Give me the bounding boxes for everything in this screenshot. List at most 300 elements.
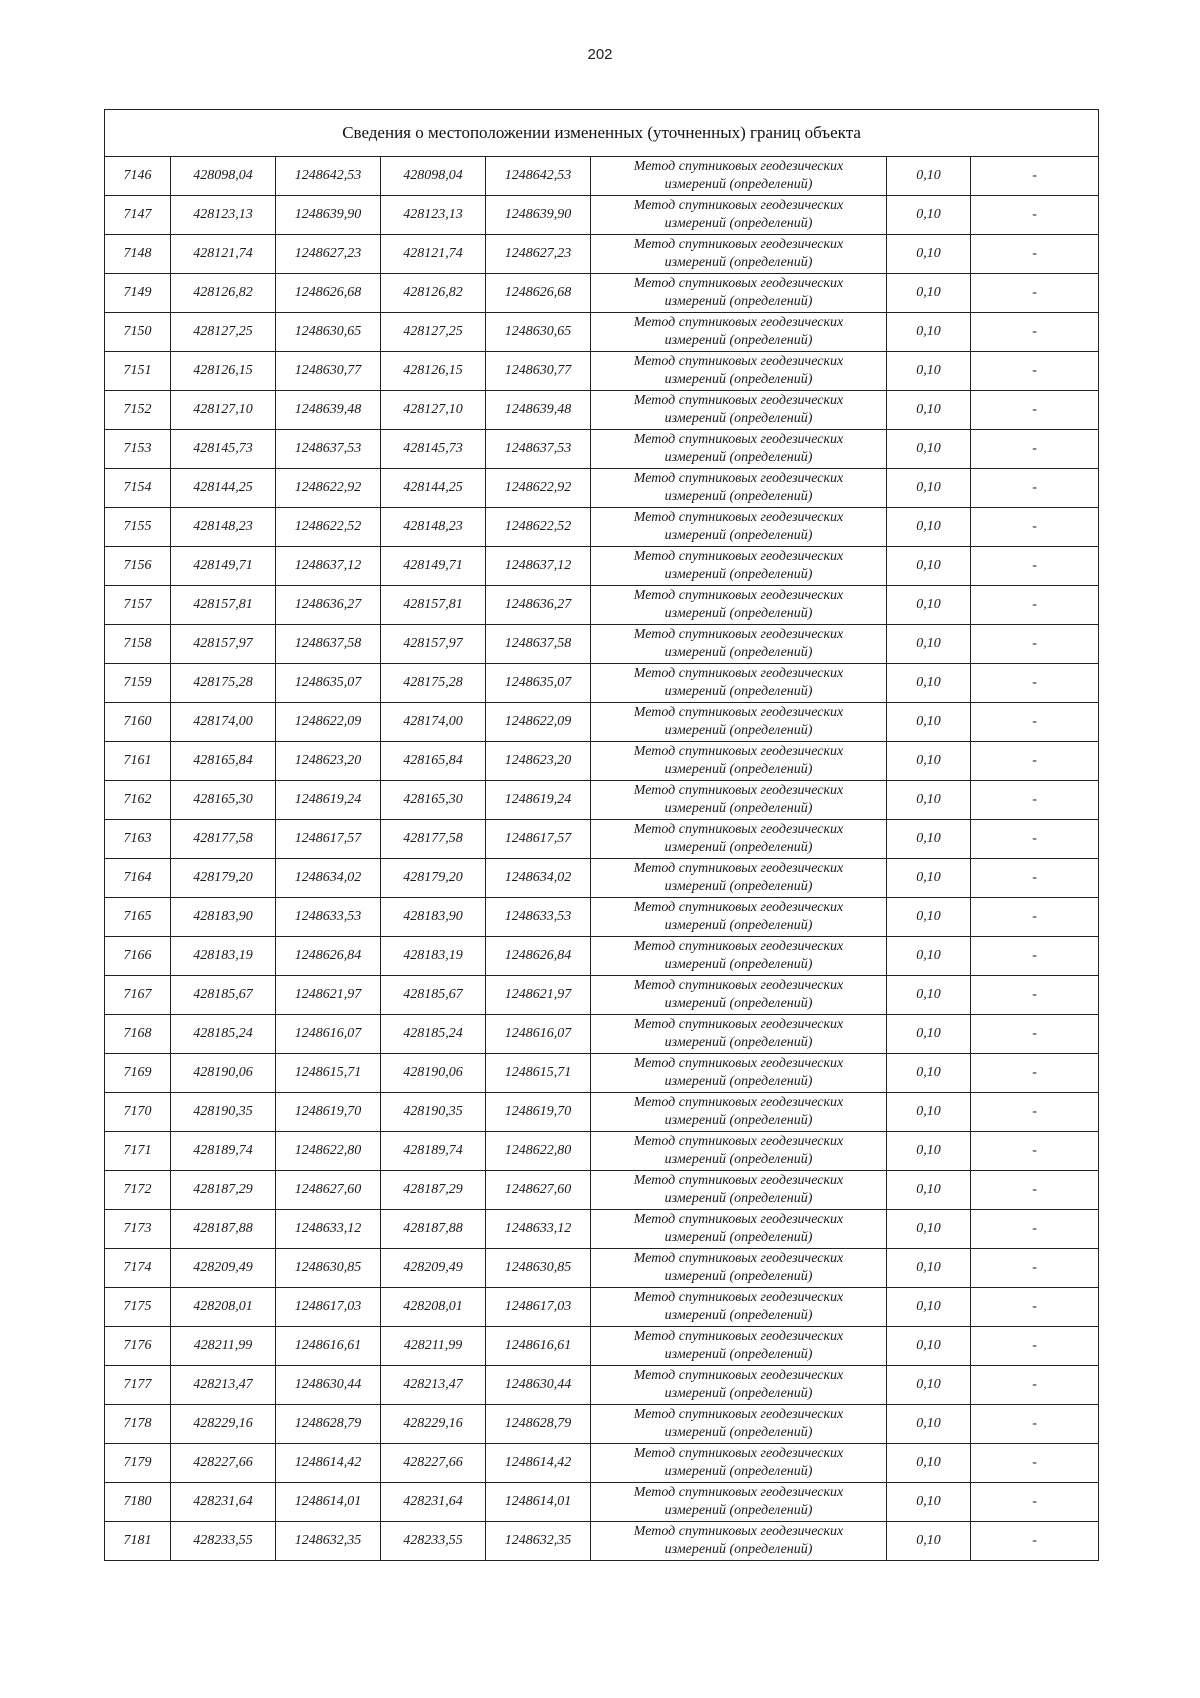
existing-x-cell: 428165,30 [171, 781, 276, 820]
method-cell [591, 781, 887, 820]
table-row [105, 1015, 1099, 1054]
point-number-cell: 7179 [105, 1444, 171, 1483]
accuracy-cell: 0,10 [887, 1483, 971, 1522]
method-line-2: измерений (определений) [664, 1386, 813, 1401]
point-number-cell: 7167 [105, 976, 171, 1015]
existing-y-cell: 1248626,84 [276, 937, 381, 976]
refined-y-cell: 1248617,03 [486, 1288, 591, 1327]
refined-y-cell: 1248633,12 [486, 1210, 591, 1249]
existing-y-cell: 1248635,07 [276, 664, 381, 703]
refined-y-cell: 1248621,97 [486, 976, 591, 1015]
accuracy-cell: 0,10 [887, 625, 971, 664]
refined-x-cell: 428127,25 [381, 313, 486, 352]
accuracy-cell: 0,10 [887, 391, 971, 430]
existing-y-cell: 1248637,58 [276, 625, 381, 664]
table-row [105, 1366, 1099, 1405]
refined-x-cell: 428190,06 [381, 1054, 486, 1093]
point-number-cell: 7166 [105, 937, 171, 976]
method-line-1: Метод спутниковых геодезических [633, 432, 844, 447]
refined-x-cell: 428231,64 [381, 1483, 486, 1522]
existing-x-cell: 428127,10 [171, 391, 276, 430]
note-cell: - [971, 1132, 1099, 1171]
existing-y-cell: 1248616,07 [276, 1015, 381, 1054]
method-line-1: Метод спутниковых геодезических [633, 354, 844, 369]
table-row [105, 1093, 1099, 1132]
method-line-1: Метод спутниковых геодезических [633, 198, 844, 213]
point-number-cell: 7180 [105, 1483, 171, 1522]
existing-x-cell: 428185,67 [171, 976, 276, 1015]
method-cell [591, 586, 887, 625]
table-row [105, 937, 1099, 976]
table-title: Сведения о местоположении измененных (уточненных) границ объекта [105, 110, 1099, 157]
point-number-cell: 7174 [105, 1249, 171, 1288]
existing-x-cell: 428121,74 [171, 235, 276, 274]
method-line-1: Метод спутниковых геодезических [633, 1446, 844, 1461]
accuracy-cell: 0,10 [887, 1015, 971, 1054]
method-line-1: Метод спутниковых геодезических [633, 588, 844, 603]
method-cell [591, 508, 887, 547]
method-line-1: Метод спутниковых геодезических [633, 510, 844, 525]
method-line-1: Метод спутниковых геодезических [633, 1407, 844, 1422]
method-cell [591, 1054, 887, 1093]
refined-x-cell: 428189,74 [381, 1132, 486, 1171]
method-line-1: Метод спутниковых геодезических [633, 1368, 844, 1383]
method-line-2: измерений (определений) [664, 177, 813, 192]
point-number-cell: 7149 [105, 274, 171, 313]
method-cell [591, 235, 887, 274]
existing-y-cell: 1248622,09 [276, 703, 381, 742]
method-line-2: измерений (определений) [664, 255, 813, 270]
refined-y-cell: 1248639,90 [486, 196, 591, 235]
refined-y-cell: 1248615,71 [486, 1054, 591, 1093]
method-line-2: измерений (определений) [664, 450, 813, 465]
existing-x-cell: 428190,35 [171, 1093, 276, 1132]
method-cell [591, 469, 887, 508]
point-number-cell: 7152 [105, 391, 171, 430]
refined-x-cell: 428187,29 [381, 1171, 486, 1210]
refined-x-cell: 428190,35 [381, 1093, 486, 1132]
method-cell [591, 1210, 887, 1249]
refined-y-cell: 1248622,09 [486, 703, 591, 742]
point-number-cell: 7155 [105, 508, 171, 547]
refined-x-cell: 428126,82 [381, 274, 486, 313]
refined-x-cell: 428165,84 [381, 742, 486, 781]
accuracy-cell: 0,10 [887, 664, 971, 703]
table-row [105, 391, 1099, 430]
table-row [105, 1171, 1099, 1210]
method-line-2: измерений (определений) [664, 1425, 813, 1440]
method-line-2: измерений (определений) [664, 1035, 813, 1050]
point-number-cell: 7150 [105, 313, 171, 352]
table-row [105, 508, 1099, 547]
point-number-cell: 7169 [105, 1054, 171, 1093]
existing-x-cell: 428179,20 [171, 859, 276, 898]
existing-x-cell: 428189,74 [171, 1132, 276, 1171]
point-number-cell: 7151 [105, 352, 171, 391]
boundary-coordinates-table [104, 109, 1099, 1561]
note-cell: - [971, 508, 1099, 547]
method-line-2: измерений (определений) [664, 723, 813, 738]
existing-x-cell: 428149,71 [171, 547, 276, 586]
method-line-2: измерений (определений) [664, 1230, 813, 1245]
table-row [105, 235, 1099, 274]
existing-y-cell: 1248630,65 [276, 313, 381, 352]
table-row [105, 664, 1099, 703]
method-line-1: Метод спутниковых геодезических [633, 1524, 844, 1539]
existing-y-cell: 1248637,53 [276, 430, 381, 469]
refined-x-cell: 428174,00 [381, 703, 486, 742]
table-title-row [105, 110, 1099, 157]
method-line-2: измерений (определений) [664, 762, 813, 777]
note-cell: - [971, 430, 1099, 469]
existing-x-cell: 428227,66 [171, 1444, 276, 1483]
method-cell [591, 1444, 887, 1483]
method-cell [591, 274, 887, 313]
existing-y-cell: 1248628,79 [276, 1405, 381, 1444]
refined-y-cell: 1248622,80 [486, 1132, 591, 1171]
note-cell: - [971, 1444, 1099, 1483]
existing-x-cell: 428229,16 [171, 1405, 276, 1444]
table-row [105, 352, 1099, 391]
note-cell: - [971, 1288, 1099, 1327]
point-number-cell: 7168 [105, 1015, 171, 1054]
point-number-cell: 7153 [105, 430, 171, 469]
refined-y-cell: 1248630,65 [486, 313, 591, 352]
existing-y-cell: 1248622,80 [276, 1132, 381, 1171]
note-cell: - [971, 937, 1099, 976]
method-cell [591, 664, 887, 703]
refined-x-cell: 428211,99 [381, 1327, 486, 1366]
method-cell [591, 1288, 887, 1327]
refined-x-cell: 428185,67 [381, 976, 486, 1015]
table-row [105, 859, 1099, 898]
existing-y-cell: 1248621,97 [276, 976, 381, 1015]
method-line-2: измерений (определений) [664, 645, 813, 660]
refined-x-cell: 428123,13 [381, 196, 486, 235]
existing-x-cell: 428183,19 [171, 937, 276, 976]
method-line-1: Метод спутниковых геодезических [633, 1017, 844, 1032]
refined-y-cell: 1248635,07 [486, 664, 591, 703]
existing-y-cell: 1248626,68 [276, 274, 381, 313]
refined-x-cell: 428177,58 [381, 820, 486, 859]
accuracy-cell: 0,10 [887, 1405, 971, 1444]
existing-y-cell: 1248636,27 [276, 586, 381, 625]
table-row [105, 976, 1099, 1015]
refined-y-cell: 1248632,35 [486, 1522, 591, 1561]
method-cell [591, 1522, 887, 1561]
table-row [105, 196, 1099, 235]
refined-y-cell: 1248627,23 [486, 235, 591, 274]
existing-y-cell: 1248614,42 [276, 1444, 381, 1483]
existing-y-cell: 1248617,03 [276, 1288, 381, 1327]
note-cell: - [971, 1366, 1099, 1405]
method-line-2: измерений (определений) [664, 528, 813, 543]
existing-y-cell: 1248632,35 [276, 1522, 381, 1561]
table-row [105, 898, 1099, 937]
table-row [105, 1288, 1099, 1327]
existing-x-cell: 428211,99 [171, 1327, 276, 1366]
method-line-2: измерений (определений) [664, 216, 813, 231]
existing-y-cell: 1248630,85 [276, 1249, 381, 1288]
refined-x-cell: 428098,04 [381, 157, 486, 196]
refined-x-cell: 428227,66 [381, 1444, 486, 1483]
method-cell [591, 391, 887, 430]
method-line-2: измерений (определений) [664, 333, 813, 348]
refined-x-cell: 428233,55 [381, 1522, 486, 1561]
existing-x-cell: 428183,90 [171, 898, 276, 937]
point-number-cell: 7176 [105, 1327, 171, 1366]
method-line-1: Метод спутниковых геодезических [633, 471, 844, 486]
note-cell: - [971, 1015, 1099, 1054]
method-line-2: измерений (определений) [664, 372, 813, 387]
point-number-cell: 7154 [105, 469, 171, 508]
method-line-1: Метод спутниковых геодезических [633, 1290, 844, 1305]
accuracy-cell: 0,10 [887, 508, 971, 547]
refined-y-cell: 1248642,53 [486, 157, 591, 196]
point-number-cell: 7163 [105, 820, 171, 859]
existing-y-cell: 1248633,12 [276, 1210, 381, 1249]
accuracy-cell: 0,10 [887, 1132, 971, 1171]
method-cell [591, 859, 887, 898]
method-line-2: измерений (определений) [664, 1191, 813, 1206]
point-number-cell: 7148 [105, 235, 171, 274]
accuracy-cell: 0,10 [887, 1288, 971, 1327]
accuracy-cell: 0,10 [887, 703, 971, 742]
point-number-cell: 7146 [105, 157, 171, 196]
existing-y-cell: 1248639,90 [276, 196, 381, 235]
point-number-cell: 7181 [105, 1522, 171, 1561]
refined-y-cell: 1248639,48 [486, 391, 591, 430]
method-line-1: Метод спутниковых геодезических [633, 783, 844, 798]
accuracy-cell: 0,10 [887, 742, 971, 781]
refined-y-cell: 1248637,53 [486, 430, 591, 469]
accuracy-cell: 0,10 [887, 1210, 971, 1249]
refined-y-cell: 1248616,07 [486, 1015, 591, 1054]
table-row [105, 1444, 1099, 1483]
note-cell: - [971, 1210, 1099, 1249]
method-line-2: измерений (определений) [664, 840, 813, 855]
method-cell [591, 1015, 887, 1054]
table-row [105, 469, 1099, 508]
refined-x-cell: 428157,81 [381, 586, 486, 625]
refined-y-cell: 1248634,02 [486, 859, 591, 898]
existing-y-cell: 1248617,57 [276, 820, 381, 859]
refined-y-cell: 1248614,42 [486, 1444, 591, 1483]
table-row [105, 1405, 1099, 1444]
accuracy-cell: 0,10 [887, 157, 971, 196]
point-number-cell: 7175 [105, 1288, 171, 1327]
method-line-1: Метод спутниковых геодезических [633, 705, 844, 720]
existing-x-cell: 428157,97 [171, 625, 276, 664]
accuracy-cell: 0,10 [887, 976, 971, 1015]
existing-x-cell: 428098,04 [171, 157, 276, 196]
note-cell: - [971, 820, 1099, 859]
point-number-cell: 7165 [105, 898, 171, 937]
existing-y-cell: 1248614,01 [276, 1483, 381, 1522]
existing-x-cell: 428123,13 [171, 196, 276, 235]
table-row [105, 586, 1099, 625]
accuracy-cell: 0,10 [887, 1093, 971, 1132]
method-cell [591, 1405, 887, 1444]
note-cell: - [971, 976, 1099, 1015]
refined-x-cell: 428126,15 [381, 352, 486, 391]
note-cell: - [971, 1327, 1099, 1366]
method-line-2: измерений (определений) [664, 801, 813, 816]
refined-y-cell: 1248630,85 [486, 1249, 591, 1288]
method-line-2: измерений (определений) [664, 1347, 813, 1362]
refined-x-cell: 428187,88 [381, 1210, 486, 1249]
method-cell [591, 1132, 887, 1171]
method-cell [591, 625, 887, 664]
table-row [105, 703, 1099, 742]
existing-x-cell: 428175,28 [171, 664, 276, 703]
existing-x-cell: 428213,47 [171, 1366, 276, 1405]
refined-y-cell: 1248628,79 [486, 1405, 591, 1444]
existing-x-cell: 428145,73 [171, 430, 276, 469]
page-number: 202 [587, 46, 613, 63]
existing-y-cell: 1248622,52 [276, 508, 381, 547]
existing-y-cell: 1248637,12 [276, 547, 381, 586]
accuracy-cell: 0,10 [887, 547, 971, 586]
refined-x-cell: 428183,90 [381, 898, 486, 937]
method-line-1: Метод спутниковых геодезических [633, 393, 844, 408]
method-cell [591, 157, 887, 196]
table-body [105, 157, 1099, 1561]
accuracy-cell: 0,10 [887, 781, 971, 820]
accuracy-cell: 0,10 [887, 430, 971, 469]
table-row [105, 1054, 1099, 1093]
point-number-cell: 7157 [105, 586, 171, 625]
note-cell: - [971, 1405, 1099, 1444]
refined-y-cell: 1248623,20 [486, 742, 591, 781]
accuracy-cell: 0,10 [887, 1522, 971, 1561]
existing-x-cell: 428231,64 [171, 1483, 276, 1522]
point-number-cell: 7177 [105, 1366, 171, 1405]
refined-x-cell: 428185,24 [381, 1015, 486, 1054]
existing-x-cell: 428157,81 [171, 586, 276, 625]
existing-y-cell: 1248627,60 [276, 1171, 381, 1210]
accuracy-cell: 0,10 [887, 274, 971, 313]
table-row [105, 1249, 1099, 1288]
method-line-1: Метод спутниковых геодезических [633, 159, 844, 174]
method-line-1: Метод спутниковых геодезических [633, 315, 844, 330]
method-cell [591, 547, 887, 586]
method-line-2: измерений (определений) [664, 1542, 813, 1557]
existing-y-cell: 1248630,44 [276, 1366, 381, 1405]
existing-y-cell: 1248627,23 [276, 235, 381, 274]
table-row [105, 1522, 1099, 1561]
method-cell [591, 898, 887, 937]
point-number-cell: 7147 [105, 196, 171, 235]
note-cell: - [971, 1483, 1099, 1522]
refined-x-cell: 428229,16 [381, 1405, 486, 1444]
method-line-2: измерений (определений) [664, 1308, 813, 1323]
note-cell: - [971, 391, 1099, 430]
accuracy-cell: 0,10 [887, 313, 971, 352]
existing-x-cell: 428165,84 [171, 742, 276, 781]
note-cell: - [971, 703, 1099, 742]
method-line-1: Метод спутниковых геодезических [633, 1134, 844, 1149]
refined-x-cell: 428148,23 [381, 508, 486, 547]
point-number-cell: 7156 [105, 547, 171, 586]
refined-x-cell: 428144,25 [381, 469, 486, 508]
method-line-2: измерений (определений) [664, 996, 813, 1011]
note-cell: - [971, 859, 1099, 898]
existing-x-cell: 428187,29 [171, 1171, 276, 1210]
refined-x-cell: 428175,28 [381, 664, 486, 703]
existing-x-cell: 428208,01 [171, 1288, 276, 1327]
existing-y-cell: 1248619,70 [276, 1093, 381, 1132]
method-line-1: Метод спутниковых геодезических [633, 1173, 844, 1188]
method-line-1: Метод спутниковых геодезических [633, 900, 844, 915]
existing-y-cell: 1248615,71 [276, 1054, 381, 1093]
refined-y-cell: 1248633,53 [486, 898, 591, 937]
method-cell [591, 313, 887, 352]
method-line-2: измерений (определений) [664, 1464, 813, 1479]
method-cell [591, 742, 887, 781]
refined-y-cell: 1248627,60 [486, 1171, 591, 1210]
note-cell: - [971, 352, 1099, 391]
table-row [105, 430, 1099, 469]
method-line-2: измерений (определений) [664, 567, 813, 582]
method-line-2: измерений (определений) [664, 411, 813, 426]
refined-x-cell: 428213,47 [381, 1366, 486, 1405]
refined-y-cell: 1248619,70 [486, 1093, 591, 1132]
table-row [105, 781, 1099, 820]
table-row [105, 1483, 1099, 1522]
existing-y-cell: 1248616,61 [276, 1327, 381, 1366]
point-number-cell: 7158 [105, 625, 171, 664]
existing-x-cell: 428144,25 [171, 469, 276, 508]
method-line-1: Метод спутниковых геодезических [633, 627, 844, 642]
note-cell: - [971, 313, 1099, 352]
note-cell: - [971, 469, 1099, 508]
method-line-1: Метод спутниковых геодезических [633, 276, 844, 291]
refined-x-cell: 428121,74 [381, 235, 486, 274]
note-cell: - [971, 196, 1099, 235]
method-cell [591, 703, 887, 742]
point-number-cell: 7170 [105, 1093, 171, 1132]
refined-x-cell: 428208,01 [381, 1288, 486, 1327]
method-line-1: Метод спутниковых геодезических [633, 1329, 844, 1344]
method-cell [591, 1171, 887, 1210]
note-cell: - [971, 781, 1099, 820]
method-line-1: Метод спутниковых геодезических [633, 822, 844, 837]
refined-y-cell: 1248614,01 [486, 1483, 591, 1522]
refined-x-cell: 428127,10 [381, 391, 486, 430]
accuracy-cell: 0,10 [887, 1327, 971, 1366]
existing-x-cell: 428126,82 [171, 274, 276, 313]
existing-x-cell: 428174,00 [171, 703, 276, 742]
method-line-2: измерений (определений) [664, 957, 813, 972]
existing-x-cell: 428148,23 [171, 508, 276, 547]
accuracy-cell: 0,10 [887, 235, 971, 274]
table-row [105, 1210, 1099, 1249]
accuracy-cell: 0,10 [887, 1249, 971, 1288]
method-cell [591, 1093, 887, 1132]
existing-x-cell: 428185,24 [171, 1015, 276, 1054]
note-cell: - [971, 235, 1099, 274]
method-cell [591, 352, 887, 391]
method-line-2: измерений (определений) [664, 684, 813, 699]
accuracy-cell: 0,10 [887, 820, 971, 859]
point-number-cell: 7162 [105, 781, 171, 820]
method-line-1: Метод спутниковых геодезических [633, 237, 844, 252]
refined-x-cell: 428183,19 [381, 937, 486, 976]
accuracy-cell: 0,10 [887, 1171, 971, 1210]
existing-x-cell: 428190,06 [171, 1054, 276, 1093]
existing-y-cell: 1248634,02 [276, 859, 381, 898]
